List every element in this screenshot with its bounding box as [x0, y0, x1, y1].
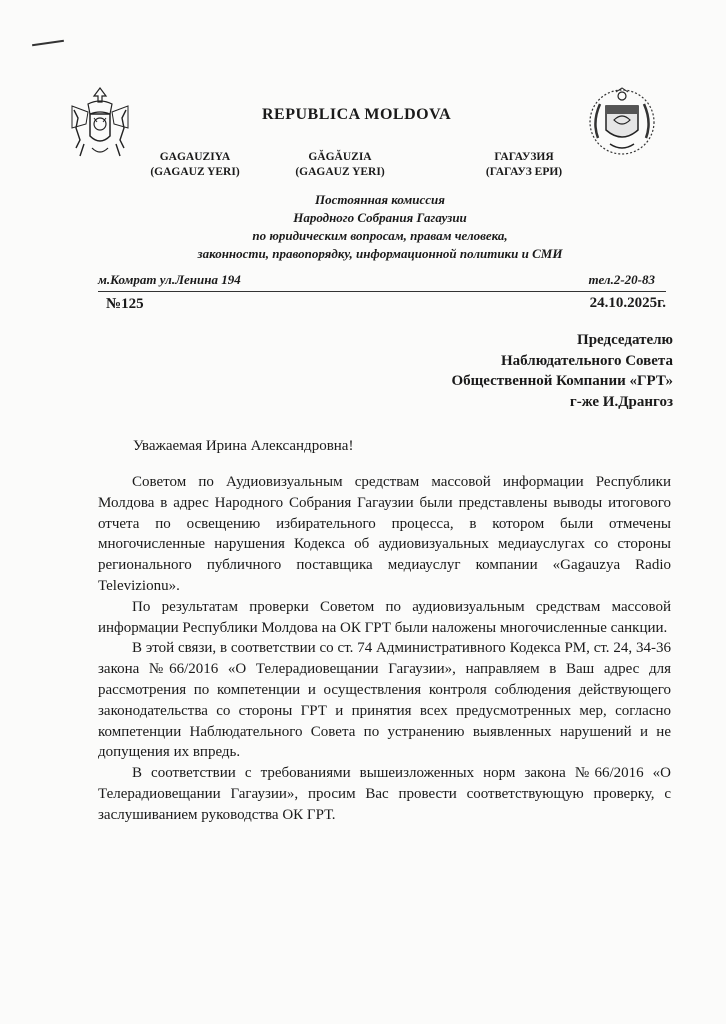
region-gagauz-name: GAGAUZIYA (GAGAUZ YERI): [150, 151, 240, 178]
region-romanian-name: GĂGĂUZIA (GAGAUZ YERI): [295, 151, 385, 178]
region-russian-name: ГАГАУЗИЯ (ГАГАУЗ ЕРИ): [485, 151, 563, 178]
scan-mark: [32, 40, 64, 46]
document-number: №125: [106, 296, 144, 312]
coat-of-arms-moldova-icon: [66, 84, 134, 162]
addressee-block: Председателю Наблюдательного Совета Общественной Компании «ГРТ» г-же И.Дрангоз: [451, 332, 673, 410]
country-title: REPUBLICA MOLDOVA: [262, 106, 452, 123]
header-divider: [98, 291, 666, 292]
coat-of-arms-gagauzia-icon: [584, 82, 660, 160]
phone: тел.2-20-83: [588, 272, 655, 287]
paragraph: В этой связи, в соответствии со ст. 74 Административного Кодекса РМ, ст. 24, 34-36 закона №66/2016 «О Телерадиовещании Гагаузии», направляем в Ваш адрес для рассмотрения по компетенции и осуществления контроля соблюдения действующего законодательства со стороны ГРТ и принятия всех предусмотренных мер, согласно компетенции Наблюдательного Совета по устранению выявленных нарушений и не допущения их впредь.: [98, 640, 671, 761]
committee-name: Постоянная комиссия Народного Собрания Гагаузии по юридическим вопросам, правам человека, законности, правопорядку, информационной политики и СМИ: [197, 192, 563, 261]
paragraph: Советом по Аудиовизуальным средствам массовой информации Республики Молдова в адрес Народного Собрания Гагаузии были представлены выводы итогового отчета по освещению избирательного процесса, в котором были отмечены многочисленные нарушения Кодекса об аудиовизуальных медиауслугах со стороны регионального публичного поставщика медиауслуг компании «Gagauzya Radio Televizionu».: [98, 474, 671, 594]
address: м.Комрат ул.Ленина 194: [98, 272, 241, 287]
paragraph: В соответствии с требованиями вышеизложенных норм закона №66/2016 «О Телерадиовещании Гагаузии», просим Вас провести соответствующую проверку, с заслушиванием руководства ОК ГРТ.: [98, 765, 671, 823]
document-date: 24.10.2025г.: [589, 295, 666, 311]
paragraph: По результатам проверки Советом по аудиовизуальным средствам массовой информации Республики Молдова на ОК ГРТ были наложены многочисленные санкции.: [98, 598, 671, 636]
letter-body: [98, 472, 671, 826]
address-row: [98, 272, 655, 290]
salutation: Уважаемая Ирина Александровна!: [133, 438, 354, 454]
